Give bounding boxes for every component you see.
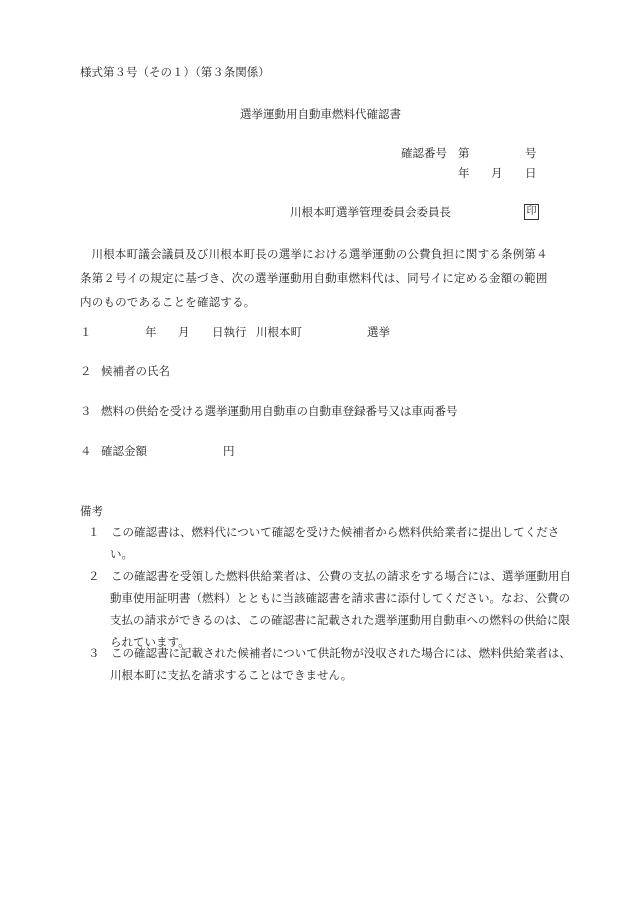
- item3-number: ３: [80, 404, 92, 418]
- item3-label: 燃料の供給を受ける選挙運動用自動車の自動車登録番号又は車両番号: [101, 404, 458, 418]
- remark-note-1: １ この確認書は、燃料代について確認を受けた候補者から燃料供給業者に提出してください。: [88, 525, 560, 561]
- confirm-no-suffix: 号: [525, 146, 537, 160]
- item1-month: 月: [178, 325, 190, 339]
- item1-day-exec: 日執行: [212, 325, 247, 339]
- item2-label: 候補者の氏名: [101, 364, 170, 378]
- item1-town: 川根本町: [256, 325, 302, 339]
- remark-note-3: ３ この確認書に記載された候補者について供託物が没収された場合には、燃料供給業者は、川根本町に支払を請求することはできません。: [88, 646, 571, 682]
- item4-label: 確認金額: [101, 444, 147, 458]
- date-month: 月: [491, 166, 503, 180]
- body-paragraph: 川根本町議会議員及び川根本町長の選挙における選挙運動の公費負担に関する条例第４条第２号イの規定に基づき、次の選挙運動用自動車燃料代は、同号イに定める金額の範囲内のものであることを確認する。: [80, 247, 548, 309]
- date-year: 年: [458, 166, 470, 180]
- date-day: 日: [525, 166, 537, 180]
- issuer-name: 川根本町選挙管理委員会委員長: [290, 205, 451, 219]
- seal-mark: 印: [524, 204, 539, 220]
- item1-number: １: [80, 325, 92, 339]
- item2-number: ２: [80, 364, 92, 378]
- item1-year: 年: [145, 325, 157, 339]
- confirm-no-prefix: 第: [458, 146, 470, 160]
- item1-election: 選挙: [367, 325, 390, 339]
- confirm-no-label: 確認番号: [401, 146, 447, 160]
- form-id: 様式第３号（その１）（第３条関係）: [80, 65, 270, 79]
- remark-note-2: ２ この確認書を受領した燃料供給業者は、公費の支払の請求をする場合には、選挙運動用自動車使用証明書（燃料）とともに当該確認書を請求書に添付してください。なお、公費の支払の請求ができるのは、この確認書に記載された選挙運動用自動車への燃料の供給に限られています。: [88, 569, 571, 649]
- document-title: 選挙運動用自動車燃料代確認書: [240, 107, 401, 121]
- remarks-heading: 備考: [80, 504, 103, 518]
- item4-number: ４: [80, 444, 92, 458]
- item4-unit: 円: [223, 444, 235, 458]
